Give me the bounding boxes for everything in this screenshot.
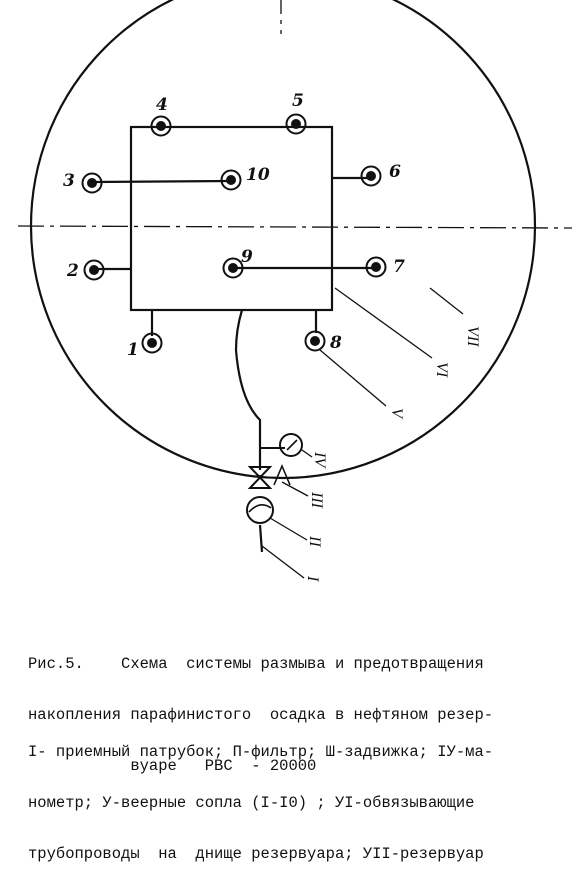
caption-line: Рис.5. Схема системы размыва и предотвращения: [28, 655, 484, 673]
nozzle-label-10: 10: [246, 165, 270, 185]
leader-VII: [430, 288, 463, 314]
legend-line: нометр; У-веерные сопла (I-I0) ; УI-обвязывающие: [28, 794, 475, 812]
label-I: I: [304, 576, 321, 582]
suction-pipe: [236, 310, 260, 470]
nozzle-label-3: 3: [63, 171, 75, 191]
filter-inner: [249, 505, 271, 512]
label-VI: VI: [433, 362, 450, 378]
leader-III: [282, 482, 308, 496]
label-II: II: [306, 536, 323, 547]
leader-V: [320, 350, 386, 406]
manometer-needle: [287, 440, 297, 450]
label-III: III: [308, 492, 325, 508]
label-IV: IV: [311, 452, 328, 468]
nozzle-8: [306, 332, 325, 351]
leader-VI: [335, 288, 432, 358]
nozzle-label-7: 7: [393, 257, 405, 277]
nozzle-1: [143, 334, 162, 353]
legend-line: I- приемный патрубок; П-фильтр; Ш-задвижка; IУ-ма-: [28, 743, 494, 761]
nozzle-6: [362, 167, 381, 186]
nozzle-5: [287, 115, 306, 134]
figure-legend: [28, 710, 578, 880]
tank-outline: [31, 0, 535, 478]
label-V: V: [388, 408, 405, 418]
leader-IV: [302, 450, 312, 457]
leader-II: [270, 518, 307, 540]
nozzle-label-9: 9: [241, 247, 253, 267]
legend-line: трубопроводы на днище резервуара; УII-резервуар: [28, 845, 484, 863]
nozzle-label-6: 6: [389, 162, 401, 182]
leader-I: [262, 546, 304, 578]
caption-line: накопления парафинистого осадка в нефтяном резер-: [28, 706, 494, 724]
nozzle-label-8: 8: [330, 333, 342, 353]
caption-line: вуаре РВС - 20000: [28, 757, 317, 775]
label-VII: VII: [464, 326, 481, 347]
valve-center: [258, 475, 262, 479]
nozzle-label-1: 1: [127, 340, 139, 360]
centerline-horizontal: [18, 226, 572, 228]
pipe-below-filter: [260, 525, 262, 552]
piping-loop: [131, 127, 332, 310]
nozzle-label-5: 5: [292, 91, 304, 111]
nozzle-label-4: 4: [156, 95, 168, 115]
nozzle-label-2: 2: [67, 261, 79, 281]
branch-to-3-10: [93, 181, 231, 182]
